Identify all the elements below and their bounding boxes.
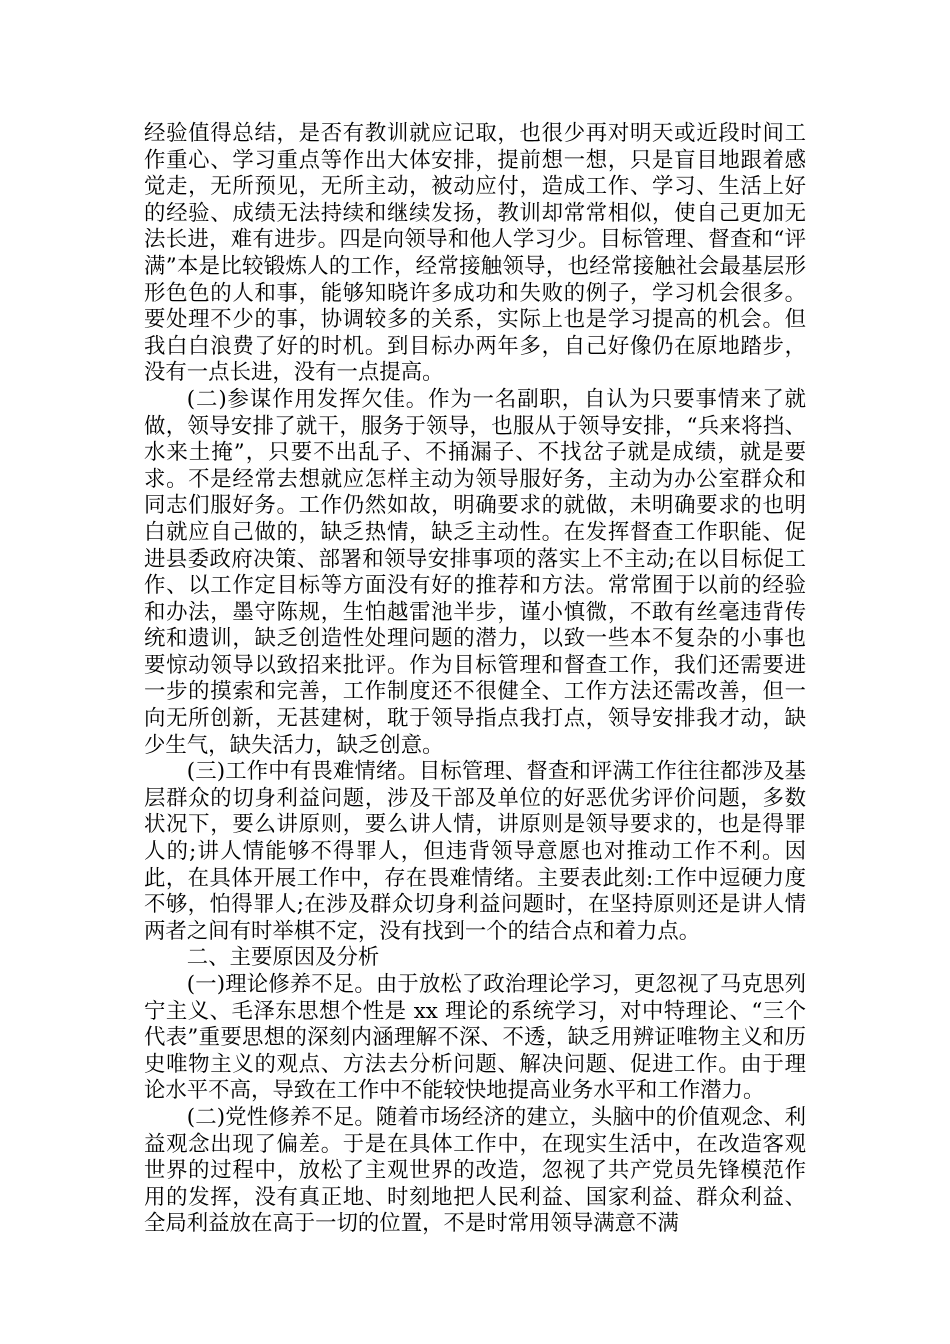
paragraph-party-spirit: (二)党性修养不足。随着市场经济的建立，头脑中的价值观念、利益观念出现了偏差。于是在具体工作中，在现实生活中，在改造客观世界的过程中，放松了主观世界的改造，忽视了共产党员先锋模范作用的发挥，没有真正地、时刻地把人民利益、国家利益、群众利益、全局利益放在高于一切的位置，不是时常用领导满意不满 [144, 1104, 806, 1237]
paragraph-theory: (一)理论修养不足。由于放松了政治理论学习，更忽视了马克思列宁主义、毛泽东思想个性是 xx 理论的系统学习，对中特理论、“三个代表”重要思想的深刻内涵理解不深、不透，缺乏用辨证唯物主义和历史唯物主义的观点、方法去分析问题、解决问题、促进工作。由于理论水平不高，导致在工作中不能较快地提高业务水平和工作潜力。 [144, 972, 806, 1104]
paragraph-fear-of-difficulty: (三)工作中有畏难情绪。目标管理、督查和评满工作往往都涉及基层群众的切身利益问题，涉及干部及单位的好恶优劣评价问题，多数状况下，要么讲原则，要么讲人情，讲原则是领导要求的，也是得罪人的;讲人情能够不得罪人，但违背领导意愿也对推动工作不利。因此，在具体开展工作中，存在畏难情绪。主要表此刻:工作中逗硬力度不够，怕得罪人;在涉及群众切身利益问题时，在坚持原则还是讲人情两者之间有时举棋不定，没有找到一个的结合点和着力点。 [144, 759, 806, 944]
section-heading-causes: 二、主要原因及分析 [186, 945, 380, 971]
document-page [144, 121, 806, 1238]
paragraph-advisory-role: (二)参谋作用发挥欠佳。作为一名副职，自认为只要事情来了就做，领导安排了就干，服务于领导，也服从于领导安排，“兵来将挡、水来土掩”，只要不出乱子、不捅漏子、不找岔子就是成绩，就是要求。不是经常去想就应怎样主动为领导服好务，主动为办公室群众和同志们服好务。工作仍然如故，明确要求的就做，未明确要求的也明白就应自己做的，缺乏热情，缺乏主动性。在发挥督查工作职能、促进县委政府决策、部署和领导安排事项的落实上不主动;在以目标促工作、以工作定目标等方面没有好的推荐和方法。常常囿于以前的经验和办法，墨守陈规，生怕越雷池半步，谨小慎微，不敢有丝毫违背传统和遗训，缺乏创造性处理问题的潜力，以致一些本不复杂的小事也要惊动领导以致招来批评。作为目标管理和督查工作，我们还需要进一步的摸索和完善，工作制度还不很健全、工作方法还需改善，但一向无所创新，无甚建树，耽于领导指点我打点，领导安排我才动，缺少生气，缺失活力，缺乏创意。 [144, 386, 806, 758]
paragraph-continued: 经验值得总结，是否有教训就应记取，也很少再对明天或近段时间工作重心、学习重点等作出大体安排，提前想一想，只是盲目地跟着感觉走，无所预见，无所主动，被动应付，造成工作、学习、生活上好的经验、成绩无法持续和继续发扬，教训却常常相似，使自己更加无法长进，难有进步。四是向领导和他人学习少。目标管理、督查和“评满”本是比较锻炼人的工作，经常接触领导，也经常接触社会最基层形形色色的人和事，能够知晓许多成功和失败的例子，学习机会很多。要处理不少的事，协调较多的关系，实际上也是学习提高的机会。但我白白浪费了好的时机。到目标办两年多，自己好像仍在原地踏步，没有一点长进，没有一点提高。 [144, 121, 806, 386]
